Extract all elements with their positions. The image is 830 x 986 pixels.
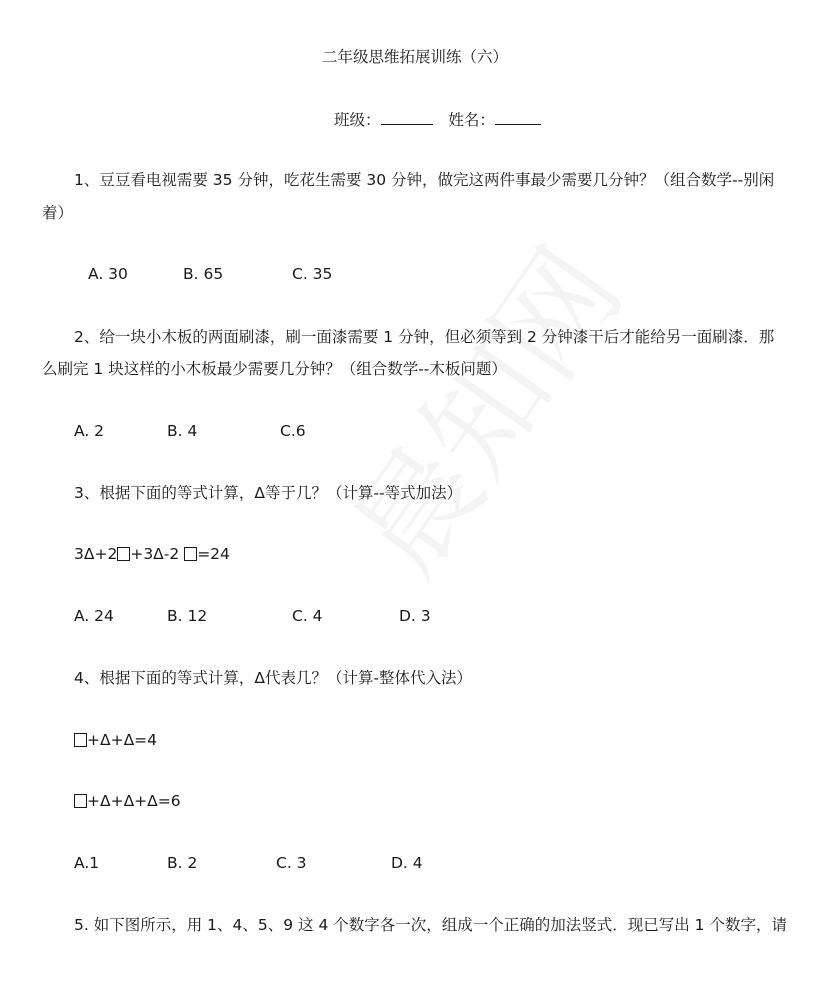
q3-option-b: B. 12: [167, 607, 208, 625]
q3-text: 3、根据下面的等式计算，Δ等于几？（计算--等式加法）: [74, 484, 463, 502]
name-label: 姓名：: [448, 111, 495, 129]
q1-option-c: C. 35: [292, 265, 333, 283]
q2-option-a: A. 2: [74, 422, 105, 440]
q3-eq-part1: 3Δ+2: [74, 545, 118, 563]
class-blank: [381, 108, 433, 125]
q4-option-a: A.1: [74, 854, 100, 872]
q1-text-line1: 1、豆豆看电视需要 35 分钟，吃花生需要 30 分钟，做完这两件事最少需要几分钟？（组合数学--别闲: [74, 171, 775, 189]
q3-option-c: C. 4: [292, 607, 323, 625]
q2-option-c: C.6: [280, 422, 306, 440]
square-symbol: [74, 733, 87, 747]
student-info: [334, 108, 541, 132]
q3-option-a: A. 24: [74, 607, 114, 625]
q4-equation-1: [74, 728, 157, 752]
q2-text-line2: 么刷完 1 块这样的小木板最少需要几分钟？（组合数学--木板问题）: [42, 360, 507, 378]
q2-text-line1: 2、给一块小木板的两面刷漆，刷一面漆需要 1 分钟，但必须等到 2 分钟漆干后才能给另一面刷漆．那: [74, 328, 775, 346]
class-label: 班级：: [334, 111, 381, 129]
q4-eq2-text: +Δ+Δ+Δ=6: [87, 792, 181, 810]
q4-option-b: B. 2: [167, 854, 198, 872]
q3-option-d: D. 3: [399, 607, 431, 625]
q3-equation: [74, 542, 230, 566]
q4-option-d: D. 4: [391, 854, 423, 872]
watermark: [306, 209, 653, 603]
q3-eq-part2: +3Δ-2: [130, 545, 180, 563]
q4-option-c: C. 3: [276, 854, 307, 872]
square-symbol: [74, 794, 87, 808]
q4-eq1-text: +Δ+Δ=4: [87, 731, 158, 749]
square-symbol: [117, 547, 130, 561]
square-symbol: [184, 547, 197, 561]
q1-text-line2: 着）: [42, 204, 74, 222]
q2-option-b: B. 4: [167, 422, 198, 440]
page-title: 二年级思维拓展训练（六）: [321, 48, 508, 66]
q4-equation-2: [74, 789, 181, 813]
q1-option-b: B. 65: [183, 265, 224, 283]
name-blank: [495, 108, 541, 125]
q4-text: 4、根据下面的等式计算，Δ代表几？（计算-整体代入法）: [74, 669, 473, 687]
q5-text-line1: 5. 如下图所示，用 1、4、5、9 这 4 个数字各一次，组成一个正确的加法竖式．现已写出 1 个数字，请: [74, 916, 787, 934]
q3-eq-part3: =24: [197, 545, 230, 563]
q1-option-a: A. 30: [88, 265, 128, 283]
